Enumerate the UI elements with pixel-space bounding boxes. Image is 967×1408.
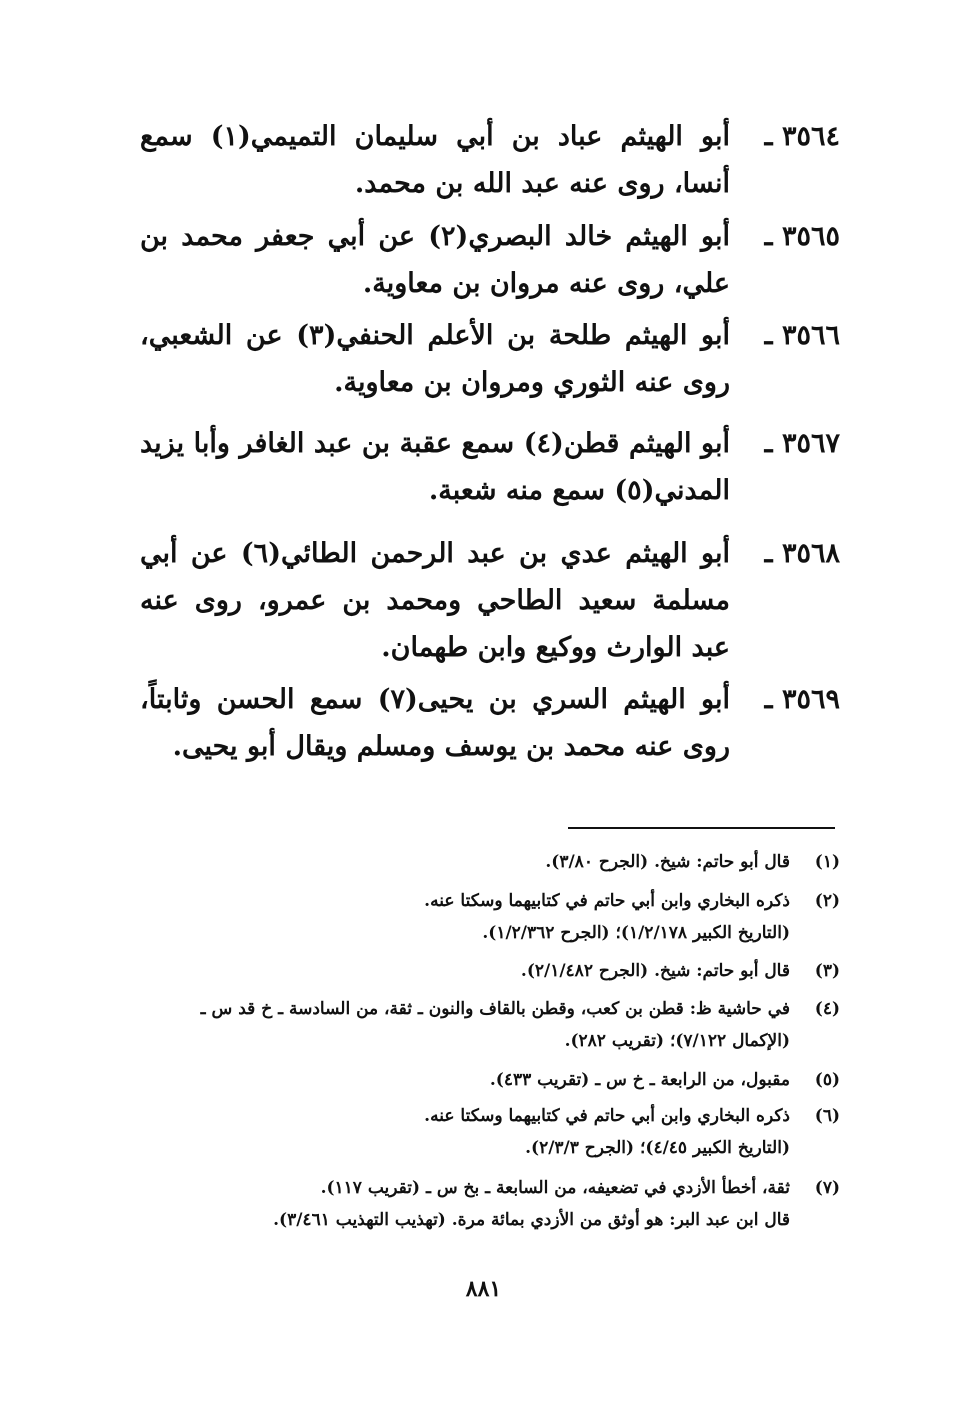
footnote-text: ذكره البخاري وابن أبي حاتم في كتابيهما وسكتا عنه. [424, 1106, 790, 1126]
footnote-6 [140, 1100, 840, 1164]
entry-number: ٣٥٦٧ ـ [764, 428, 840, 459]
entry-number: ٣٥٦٨ ـ [764, 538, 840, 569]
footnote-source: (التاريخ الكبير ١/٢/١٧٨)؛ (الجرح ١/٢/٣٦٢). [482, 923, 790, 943]
footnote-source: (التاريخ الكبير ٤/٤٥)؛ (الجرح ٢/٣/٣). [525, 1138, 790, 1158]
footnote-source: قال ابن عبد البر: هو أوثق من الأزدي بمائة مرة. (تهذيب التهذيب ٣/٤٦١). [273, 1210, 790, 1230]
footnote-2 [140, 885, 840, 949]
footnote-source: (الإكمال ٧/١٢٢)؛ (تقريب ٢٨٢). [564, 1031, 790, 1051]
footnote-text: قال أبو حاتم: شيخ. (الجرح ٣/٨٠). [545, 852, 790, 872]
entry-3567 [140, 420, 840, 514]
footnote-number: (٦) [814, 1106, 840, 1126]
entry-3564 [140, 113, 840, 207]
entry-text: أبو الهيثم خالد البصري(٢) عن أبي جعفر محمد بن علي، روى عنه مروان بن معاوية. [140, 221, 730, 299]
footnote-text: في حاشية ظ: قطن بن كعب، وقطن بالقاف والنون ـ ثقة، من السادسة ـ خ قد س ـ [200, 999, 790, 1019]
footnote-5 [140, 1064, 840, 1096]
entry-number: ٣٥٦٥ ـ [764, 221, 840, 252]
footnote-7 [140, 1172, 840, 1236]
entry-text: أبو الهيثم عدي بن عبد الرحمن الطائي(٦) عن أبي مسلمة سعيد الطاحي ومحمد بن عمرو، روى عنه عبد الوارث ووكيع وابن طهمان. [140, 538, 730, 663]
footnote-separator [568, 827, 835, 829]
footnote-number: (٥) [814, 1070, 840, 1090]
footnote-1 [140, 846, 840, 878]
footnote-text: ذكره البخاري وابن أبي حاتم في كتابيهما وسكتا عنه. [424, 891, 790, 911]
footnote-number: (٣) [814, 961, 840, 981]
footnote-text: قال أبو حاتم: شيخ. (الجرح ٢/١/٤٨٢). [520, 961, 790, 981]
entry-text: أبو الهيثم السري بن يحيى(٧) سمع الحسن وثابتاً، روى عنه محمد بن يوسف ومسلم ويقال أبو يحيى. [140, 684, 730, 762]
entry-3565 [140, 213, 840, 307]
footnote-number: (٧) [814, 1178, 840, 1198]
entry-text: أبو الهيثم عباد بن أبي سليمان التميمي(١) سمع أنسا، روى عنه عبد الله بن محمد. [140, 121, 730, 199]
entry-3566 [140, 312, 840, 406]
footnote-3 [140, 955, 840, 987]
entry-number: ٣٥٦٤ ـ [764, 121, 840, 152]
footnote-number: (١) [814, 852, 840, 872]
entry-number: ٣٥٦٦ ـ [764, 320, 840, 351]
page-number: ٨٨١ [465, 1276, 502, 1302]
footnote-4 [140, 993, 840, 1057]
entry-3568 [140, 530, 840, 671]
entry-text: أبو الهيثم قطن(٤) سمع عقبة بن عبد الغافر وأبا يزيد المدني(٥) سمع منه شعبة. [140, 428, 730, 506]
footnote-text: مقبول، من الرابعة ـ خ س ـ (تقريب ٤٣٣). [489, 1070, 790, 1090]
footnote-text: ثقة، أخطأ الأزدي في تضعيفه، من السابعة ـ بخ س ـ (تقريب ١١٧). [320, 1178, 790, 1198]
footnote-number: (٤) [814, 999, 840, 1019]
entry-number: ٣٥٦٩ ـ [764, 684, 840, 715]
entry-3569 [140, 676, 840, 770]
entry-text: أبو الهيثم طلحة بن الأعلم الحنفي(٣) عن الشعبي، روى عنه الثوري ومروان بن معاوية. [140, 320, 730, 398]
footnote-number: (٢) [814, 891, 840, 911]
